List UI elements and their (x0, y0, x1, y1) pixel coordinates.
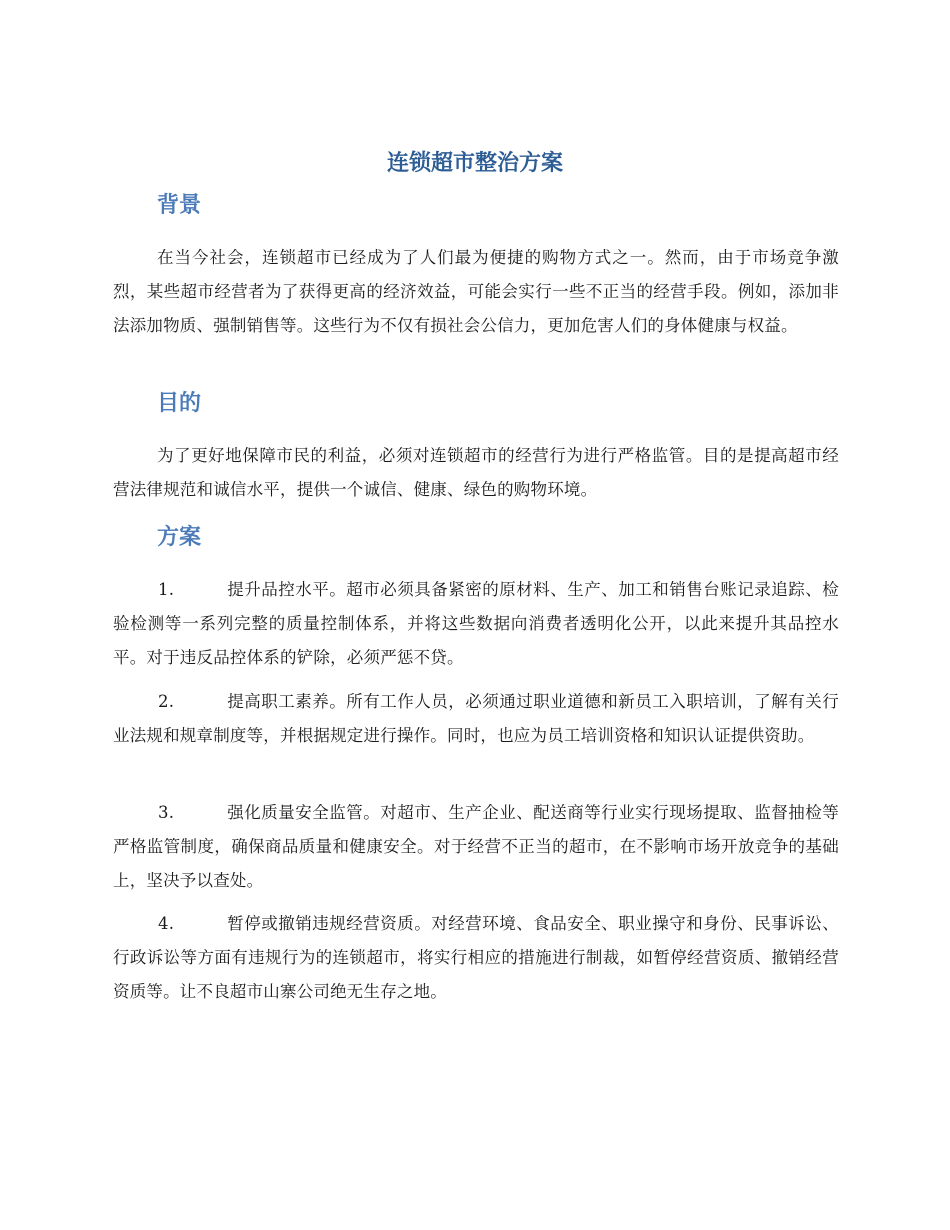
list-item-number: 1. (158, 580, 175, 599)
section-heading-plan: 方案 (157, 525, 202, 550)
list-item-text: 强化质量安全监管。对超市、生产企业、配送商等行业实行现场提取、监督抽检等严格监管制度，确保商品质量和健康安全。对于经营不正当的超市，在不影响市场开放竞争的基础上，坚决予以查处。 (113, 803, 839, 890)
plan-list-item (113, 796, 839, 898)
section-heading-purpose: 目的 (157, 391, 202, 416)
background-paragraph: 在当今社会，连锁超市已经成为了人们最为便捷的购物方式之一。然而，由于市场竞争激烈，某些超市经营者为了获得更高的经济效益，可能会实行一些不正当的经营手段。例如，添加非法添加物质、强制销售等。这些行为不仅有损社会公信力，更加危害人们的身体健康与权益。 (113, 248, 839, 335)
plan-list-item (113, 685, 839, 753)
section-heading-background: 背景 (157, 193, 202, 218)
document-title: 连锁超市整治方案 (386, 151, 563, 176)
plan-list-item (113, 573, 839, 675)
list-item-text: 暂停或撤销违规经营资质。对经营环境、食品安全、职业操守和身份、民事诉讼、行政诉讼等方面有违规行为的连锁超市，将实行相应的措施进行制裁，如暂停经营资质、撤销经营资质等。让不良超市山寨公司绝无生存之地。 (113, 914, 839, 1001)
list-item-number: 2. (158, 692, 175, 711)
list-item-text: 提高职工素养。所有工作人员，必须通过职业道德和新员工入职培训，了解有关行业法规和规章制度等，并根据规定进行操作。同时，也应为员工培训资格和知识认证提供资助。 (113, 692, 839, 745)
purpose-paragraph: 为了更好地保障市民的利益，必须对连锁超市的经营行为进行严格监管。目的是提高超市经营法律规范和诚信水平，提供一个诚信、健康、绿色的购物环境。 (113, 446, 839, 499)
plan-list-item (113, 907, 839, 1009)
list-item-number: 3. (158, 803, 175, 822)
list-item-text: 提升品控水平。超市必须具备紧密的原材料、生产、加工和销售台账记录追踪、检验检测等一系列完整的质量控制体系，并将这些数据向消费者透明化公开，以此来提升其品控水平。对于违反品控体系的铲除，必须严惩不贷。 (113, 580, 839, 667)
list-item-number: 4. (158, 914, 175, 933)
